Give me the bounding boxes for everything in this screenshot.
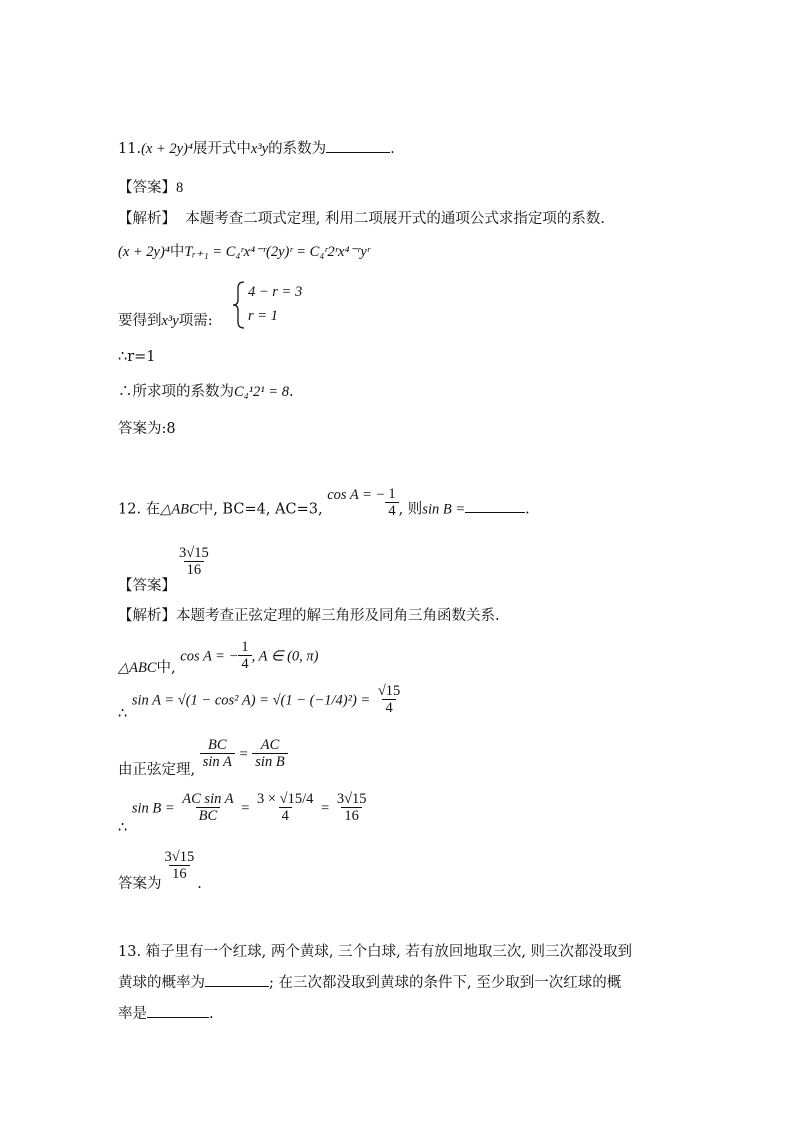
q12-cos-fraction bbox=[385, 487, 398, 520]
q13-line3-end: . bbox=[209, 1006, 214, 1022]
q13-line3-a: 率是 bbox=[118, 1006, 147, 1022]
q12-analysis bbox=[118, 608, 500, 625]
q12-sinB-f1-num: AC sin A bbox=[182, 791, 234, 807]
q12-sinB-f3 bbox=[334, 792, 370, 825]
q12-sinB-f3-den: 16 bbox=[341, 807, 362, 825]
q12-given-mid: 中, bbox=[156, 660, 176, 677]
q13-line2 bbox=[118, 975, 621, 992]
q12-final bbox=[118, 849, 202, 893]
q12-sinB: sin B = bbox=[422, 501, 466, 518]
q11-system-eq1: 4 − r = 3 bbox=[248, 284, 303, 300]
q11-answer bbox=[118, 180, 183, 197]
q12-law-eq: = bbox=[239, 746, 248, 763]
q12-final-end: . bbox=[197, 876, 202, 893]
q12-therefore-sym: ∴ bbox=[118, 706, 128, 723]
q12-sinB-lhs: sin B = bbox=[131, 800, 175, 817]
q12-cos-lhs: cos A = − bbox=[327, 487, 386, 504]
q13-blank-2 bbox=[147, 1017, 209, 1018]
q11-therefore2-end: . bbox=[288, 384, 294, 400]
q13-line3 bbox=[118, 1006, 214, 1023]
q12-sinB-f2-num: 3 × √15/4 bbox=[256, 791, 314, 807]
q12-sinB-f1-den: BC bbox=[196, 807, 221, 825]
q12-given-tail: , A ∈ (0, π) bbox=[251, 648, 319, 665]
q11-stem bbox=[118, 141, 395, 158]
q12-law-label: 由正弦定理, bbox=[118, 762, 196, 779]
q12-given-cos-den: 4 bbox=[238, 655, 251, 673]
q13-line2-a: 黄球的概率为 bbox=[118, 975, 205, 991]
left-brace-icon bbox=[232, 280, 246, 330]
q11-need-a: 要得到 bbox=[118, 313, 162, 329]
q12-sinA bbox=[118, 683, 403, 723]
q12-final-num: 3√15 bbox=[164, 849, 195, 865]
q12-given-cos-fraction bbox=[238, 640, 251, 673]
q12-answer-num: 3√15 bbox=[179, 545, 209, 561]
q11-general-term bbox=[118, 244, 370, 261]
q12-sinB-f2-den: 4 bbox=[279, 807, 292, 825]
q11-system bbox=[232, 280, 352, 330]
q12-answer-label: 【答案】 bbox=[118, 578, 176, 595]
q12-law-left bbox=[200, 738, 235, 771]
q12-final-fraction bbox=[162, 850, 198, 883]
q11-answer-value: 8 bbox=[176, 180, 184, 196]
q12-given bbox=[118, 639, 319, 677]
q11-number: 11. bbox=[118, 141, 142, 157]
q12-pre: 在 bbox=[145, 501, 161, 518]
q12-sinB-f1 bbox=[179, 792, 236, 825]
q11-analysis-text: 本题考查二项式定理, 利用二项展开式的通项公式求指定项的系数. bbox=[185, 211, 606, 227]
q12-given-cos: cos A = − bbox=[180, 648, 239, 665]
q12-number: 12. bbox=[118, 501, 142, 518]
q11-end: . bbox=[390, 141, 395, 157]
q12-sinA-num: √15 bbox=[377, 683, 401, 699]
q11-prompt-a: 展开式中 bbox=[192, 141, 251, 157]
q12-law-right-den: sin B bbox=[252, 753, 287, 771]
q11-need-term: x³y bbox=[161, 313, 179, 329]
q11-therefore-2 bbox=[118, 384, 294, 401]
q12-sinA-den: 4 bbox=[382, 699, 395, 717]
q12-cos-den: 4 bbox=[385, 502, 398, 520]
q12-mid: 中, BC=4, AC=3, bbox=[198, 501, 323, 518]
q11-analysis bbox=[118, 211, 605, 228]
q12-final-label: 答案为 bbox=[118, 876, 162, 893]
q12-sinA-fraction bbox=[375, 684, 403, 717]
q12-final-den: 16 bbox=[169, 865, 190, 883]
q11-line1-expr: (x + 2y)⁴ bbox=[118, 244, 170, 260]
q13-blank-1 bbox=[205, 986, 269, 987]
q12-law-of-sines bbox=[118, 737, 288, 779]
q12-analysis-text: 本题考查正弦定理的解三角形及同角三角函数关系. bbox=[176, 608, 500, 624]
q12-law-right-num: AC bbox=[260, 737, 280, 753]
q13-line1: 13. 箱子里有一个红球, 两个黄球, 三个白球, 若有放回地取三次, 则三次都没取到 bbox=[118, 944, 633, 960]
q12-stem bbox=[118, 486, 530, 526]
q12-analysis-label: 【解析】 bbox=[118, 608, 176, 624]
q12-cos-num: 1 bbox=[388, 486, 396, 502]
q12-answer-den: 16 bbox=[184, 561, 205, 579]
q11-analysis-label: 【解析】 bbox=[118, 211, 176, 227]
q11-term: x³y bbox=[250, 141, 269, 157]
q12-sinB-calc: ∴ sin B = $\frac{\text{AC sin A}}{BC}$ = $\frac{3 \times √15/4}{4}$ = $\frac{3√15}{16}$ bbox=[118, 792, 370, 825]
q12-sinA-expr: sin A = √(1 − cos² A) = √(1 − (−1/4)²) = bbox=[131, 692, 371, 709]
q12-then: , 则 bbox=[398, 501, 423, 518]
q12-sinB-f3-num: 3√15 bbox=[336, 791, 367, 807]
q12-sinB-f2 bbox=[254, 792, 316, 825]
q12-answer bbox=[118, 545, 212, 595]
q11-system-eq2: r = 1 bbox=[248, 308, 278, 324]
q13-line2-b: ; 在三次都没取到黄球的条件下, 至少取到一次红球的概 bbox=[269, 975, 622, 991]
q12-given-tri: △ABC bbox=[118, 660, 157, 677]
q11-expr: (x + 2y)⁴ bbox=[141, 141, 193, 157]
q12-given-cos-num: 1 bbox=[241, 639, 249, 655]
q12-therefore-sym-2: ∴ bbox=[118, 820, 128, 837]
q11-therefore2-a: ∴所求项的系数为 bbox=[118, 384, 234, 400]
q11-need-b: 项需: bbox=[178, 313, 213, 329]
q11-therefore-1: ∴r=1 bbox=[118, 349, 156, 365]
q11-answer-label: 【答案】 bbox=[118, 180, 176, 196]
q11-need bbox=[118, 313, 213, 330]
q12-law-left-den: sin A bbox=[200, 753, 235, 771]
q12-triangle: △ABC bbox=[160, 501, 199, 518]
q12-answer-fraction bbox=[176, 546, 212, 579]
q11-prompt-b: 的系数为 bbox=[268, 141, 327, 157]
q11-therefore2-formula: C₄¹2¹ = 8 bbox=[234, 384, 289, 400]
q12-end: . bbox=[525, 501, 530, 518]
q12-law-left-num: BC bbox=[208, 737, 227, 753]
q12-answer-blank bbox=[465, 512, 525, 513]
q12-law-right bbox=[252, 738, 287, 771]
q11-final-answer: 答案为:8 bbox=[118, 421, 176, 437]
q11-line1-mid: 中 bbox=[169, 244, 185, 260]
q11-answer-blank bbox=[326, 152, 390, 153]
q11-line1-formula: Tᵣ₊₁ = C₄ʳx⁴⁻ʳ(2y)ʳ = C₄ʳ2ʳx⁴⁻ʳyʳ bbox=[184, 244, 371, 260]
